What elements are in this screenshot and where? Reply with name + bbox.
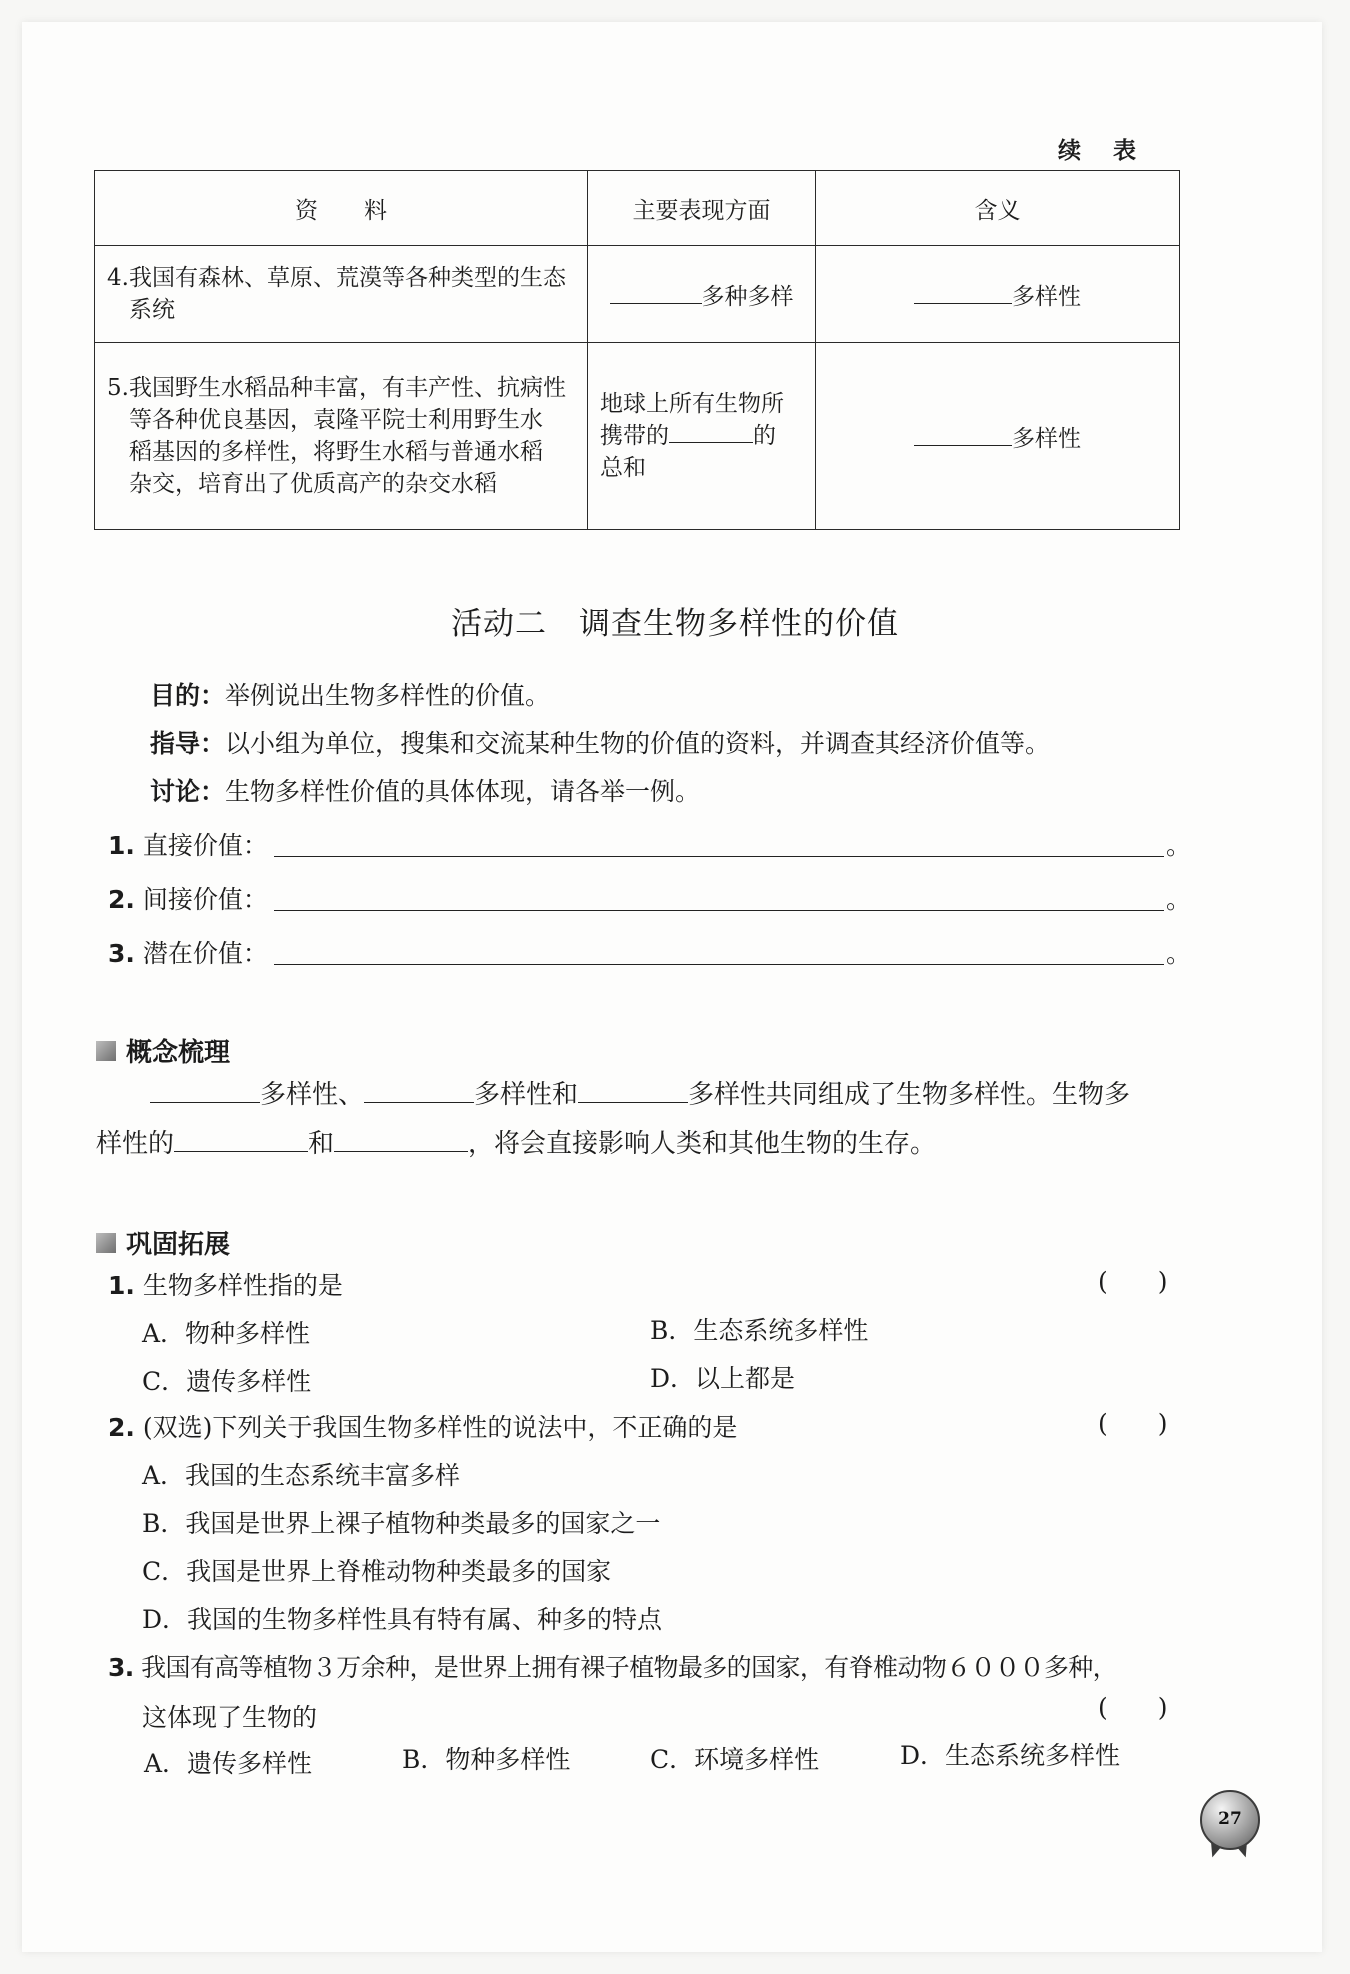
fill-blank[interactable] <box>610 302 702 304</box>
purpose-line <box>150 678 550 714</box>
item-end: 。 <box>1166 831 1192 860</box>
indirect-value-answer-line[interactable] <box>274 910 1164 911</box>
meaning-text: 多样性 <box>1012 283 1081 310</box>
source-text: 我国野生水稻品种丰富，有丰产性、抗病性 <box>129 375 566 401</box>
option-b[interactable]: B．我国是世界上裸子植物种类最多的国家之一 <box>142 1509 661 1538</box>
item-end: 。 <box>1166 885 1192 914</box>
option-d[interactable]: D．生态系统多样性 <box>900 1741 1121 1770</box>
answer-parentheses[interactable]: ( ) <box>1098 1267 1168 1296</box>
header-source: 资 料 <box>95 171 588 246</box>
question-text: 这体现了生物的 <box>142 1703 318 1732</box>
question-number: 1. <box>108 1271 135 1300</box>
item-label: 间接价值： <box>142 885 268 914</box>
question-text: 我国有高等植物３万余种，是世界上拥有裸子植物最多的国家，有脊椎动物６０００多种， <box>141 1653 1118 1682</box>
question-text: (双选)下列关于我国生物多样性的说法中，不正确的是 <box>142 1413 738 1442</box>
option-a[interactable]: A．遗传多样性 <box>144 1749 313 1778</box>
item-number: 1. <box>108 831 135 860</box>
source-text: 等各种优良基因，袁隆平院士利用野生水 <box>129 407 543 433</box>
question-1-stem <box>108 1268 343 1304</box>
concept-text: ，将会直接影响人类和其他生物的生存。 <box>468 1129 937 1159</box>
question-number: 3. <box>108 1653 134 1682</box>
meaning-cell <box>816 246 1180 343</box>
option-d[interactable]: D．我国的生物多样性具有特有属、种多的特点 <box>142 1605 663 1634</box>
aspect-cell <box>588 343 816 530</box>
page-number: 27 <box>1200 1790 1260 1850</box>
potential-value-answer-line[interactable] <box>274 964 1164 965</box>
option-c[interactable]: C．我国是世界上脊椎动物种类最多的国家 <box>142 1557 612 1586</box>
source-text: 我国有森林、草原、荒漠等各种类型的生态 <box>129 265 566 291</box>
guide-text: 以小组为单位，搜集和交流某种生物的价值的资料，并调查其经济价值等。 <box>225 729 1051 758</box>
discuss-label: 讨论： <box>150 777 226 806</box>
discuss-line <box>150 774 700 810</box>
fill-blank[interactable] <box>914 302 1012 304</box>
biodiversity-table <box>94 170 1180 530</box>
option-a[interactable]: A．物种多样性 <box>142 1319 311 1348</box>
table-row <box>95 343 1180 530</box>
meaning-text: 多样性 <box>1012 425 1081 452</box>
option-a[interactable]: A．我国的生态系统丰富多样 <box>142 1461 461 1490</box>
concept-line-2 <box>96 1126 936 1162</box>
purpose-text: 举例说出生物多样性的价值。 <box>225 681 551 710</box>
fill-blank[interactable] <box>364 1101 474 1103</box>
source-text: 稻基因的多样性，将野生水稻与普通水稻 <box>129 439 543 465</box>
question-text: 生物多样性指的是 <box>142 1271 343 1300</box>
concept-text: 多样性共同组成了生物多样性。生物多 <box>688 1080 1131 1110</box>
aspect-text: 的 <box>753 423 776 449</box>
fill-blank[interactable] <box>174 1150 308 1152</box>
meaning-cell <box>816 343 1180 530</box>
section-marker-icon <box>96 1041 116 1061</box>
answer-parentheses[interactable]: ( ) <box>1098 1409 1168 1438</box>
concept-section-heading <box>96 1032 230 1069</box>
item-number: 2. <box>108 885 135 914</box>
section-title: 概念梳理 <box>126 1038 231 1068</box>
value-item <box>108 882 268 918</box>
header-aspect: 主要表现方面 <box>588 171 816 246</box>
question-3-stem <box>108 1650 1117 1686</box>
item-label: 潜在价值： <box>142 939 268 968</box>
table-row <box>95 246 1180 343</box>
aspect-text: 地球上所有生物所 <box>600 391 784 417</box>
fill-blank[interactable] <box>669 441 753 443</box>
aspect-cell <box>588 246 816 343</box>
section-title: 巩固拓展 <box>126 1230 231 1260</box>
fill-blank[interactable] <box>914 444 1012 446</box>
question-2-stem <box>108 1410 737 1446</box>
source-cell <box>95 343 588 530</box>
aspect-text: 多种多样 <box>701 283 794 310</box>
section-marker-icon <box>96 1233 116 1253</box>
fill-blank[interactable] <box>578 1101 688 1103</box>
option-c[interactable]: C．遗传多样性 <box>142 1367 312 1396</box>
page-number-badge <box>1200 1790 1260 1870</box>
activity-title: 活动二 调查生物多样性的价值 <box>451 606 899 642</box>
question-number: 2. <box>108 1413 135 1442</box>
aspect-text: 携带的 <box>600 423 669 449</box>
concept-text: 多样性和 <box>474 1080 579 1110</box>
concept-text: 样性的 <box>96 1129 175 1159</box>
option-b[interactable]: B．物种多样性 <box>402 1745 571 1774</box>
option-b[interactable]: B．生态系统多样性 <box>650 1316 869 1345</box>
header-meaning: 含义 <box>816 171 1180 246</box>
source-text: 杂交，培育出了优质高产的杂交水稻 <box>129 471 497 497</box>
guide-label: 指导： <box>150 729 226 758</box>
concept-text: 和 <box>308 1129 335 1159</box>
value-item <box>108 936 268 972</box>
item-label: 直接价值： <box>142 831 268 860</box>
discuss-text: 生物多样性价值的具体体现，请各举一例。 <box>225 777 701 806</box>
row-number: 5. <box>107 375 129 401</box>
purpose-label: 目的： <box>150 681 226 710</box>
answer-parentheses[interactable]: ( ) <box>1098 1693 1168 1722</box>
value-item <box>108 828 268 864</box>
concept-line-1 <box>96 1077 1130 1113</box>
practice-section-heading <box>96 1224 230 1261</box>
fill-blank[interactable] <box>334 1150 468 1152</box>
item-end: 。 <box>1166 939 1192 968</box>
option-c[interactable]: C．环境多样性 <box>650 1745 820 1774</box>
option-d[interactable]: D．以上都是 <box>650 1364 796 1393</box>
source-cell <box>95 246 588 343</box>
fill-blank[interactable] <box>150 1101 260 1103</box>
source-text: 系统 <box>129 297 175 323</box>
direct-value-answer-line[interactable] <box>274 856 1164 857</box>
item-number: 3. <box>108 939 135 968</box>
concept-text: 多样性、 <box>260 1080 365 1110</box>
guide-line <box>150 726 1050 762</box>
row-number: 4. <box>107 265 129 291</box>
aspect-text: 总和 <box>600 455 646 481</box>
table-header-row <box>95 171 1180 246</box>
continued-table-label: 续 表 <box>1058 138 1149 164</box>
